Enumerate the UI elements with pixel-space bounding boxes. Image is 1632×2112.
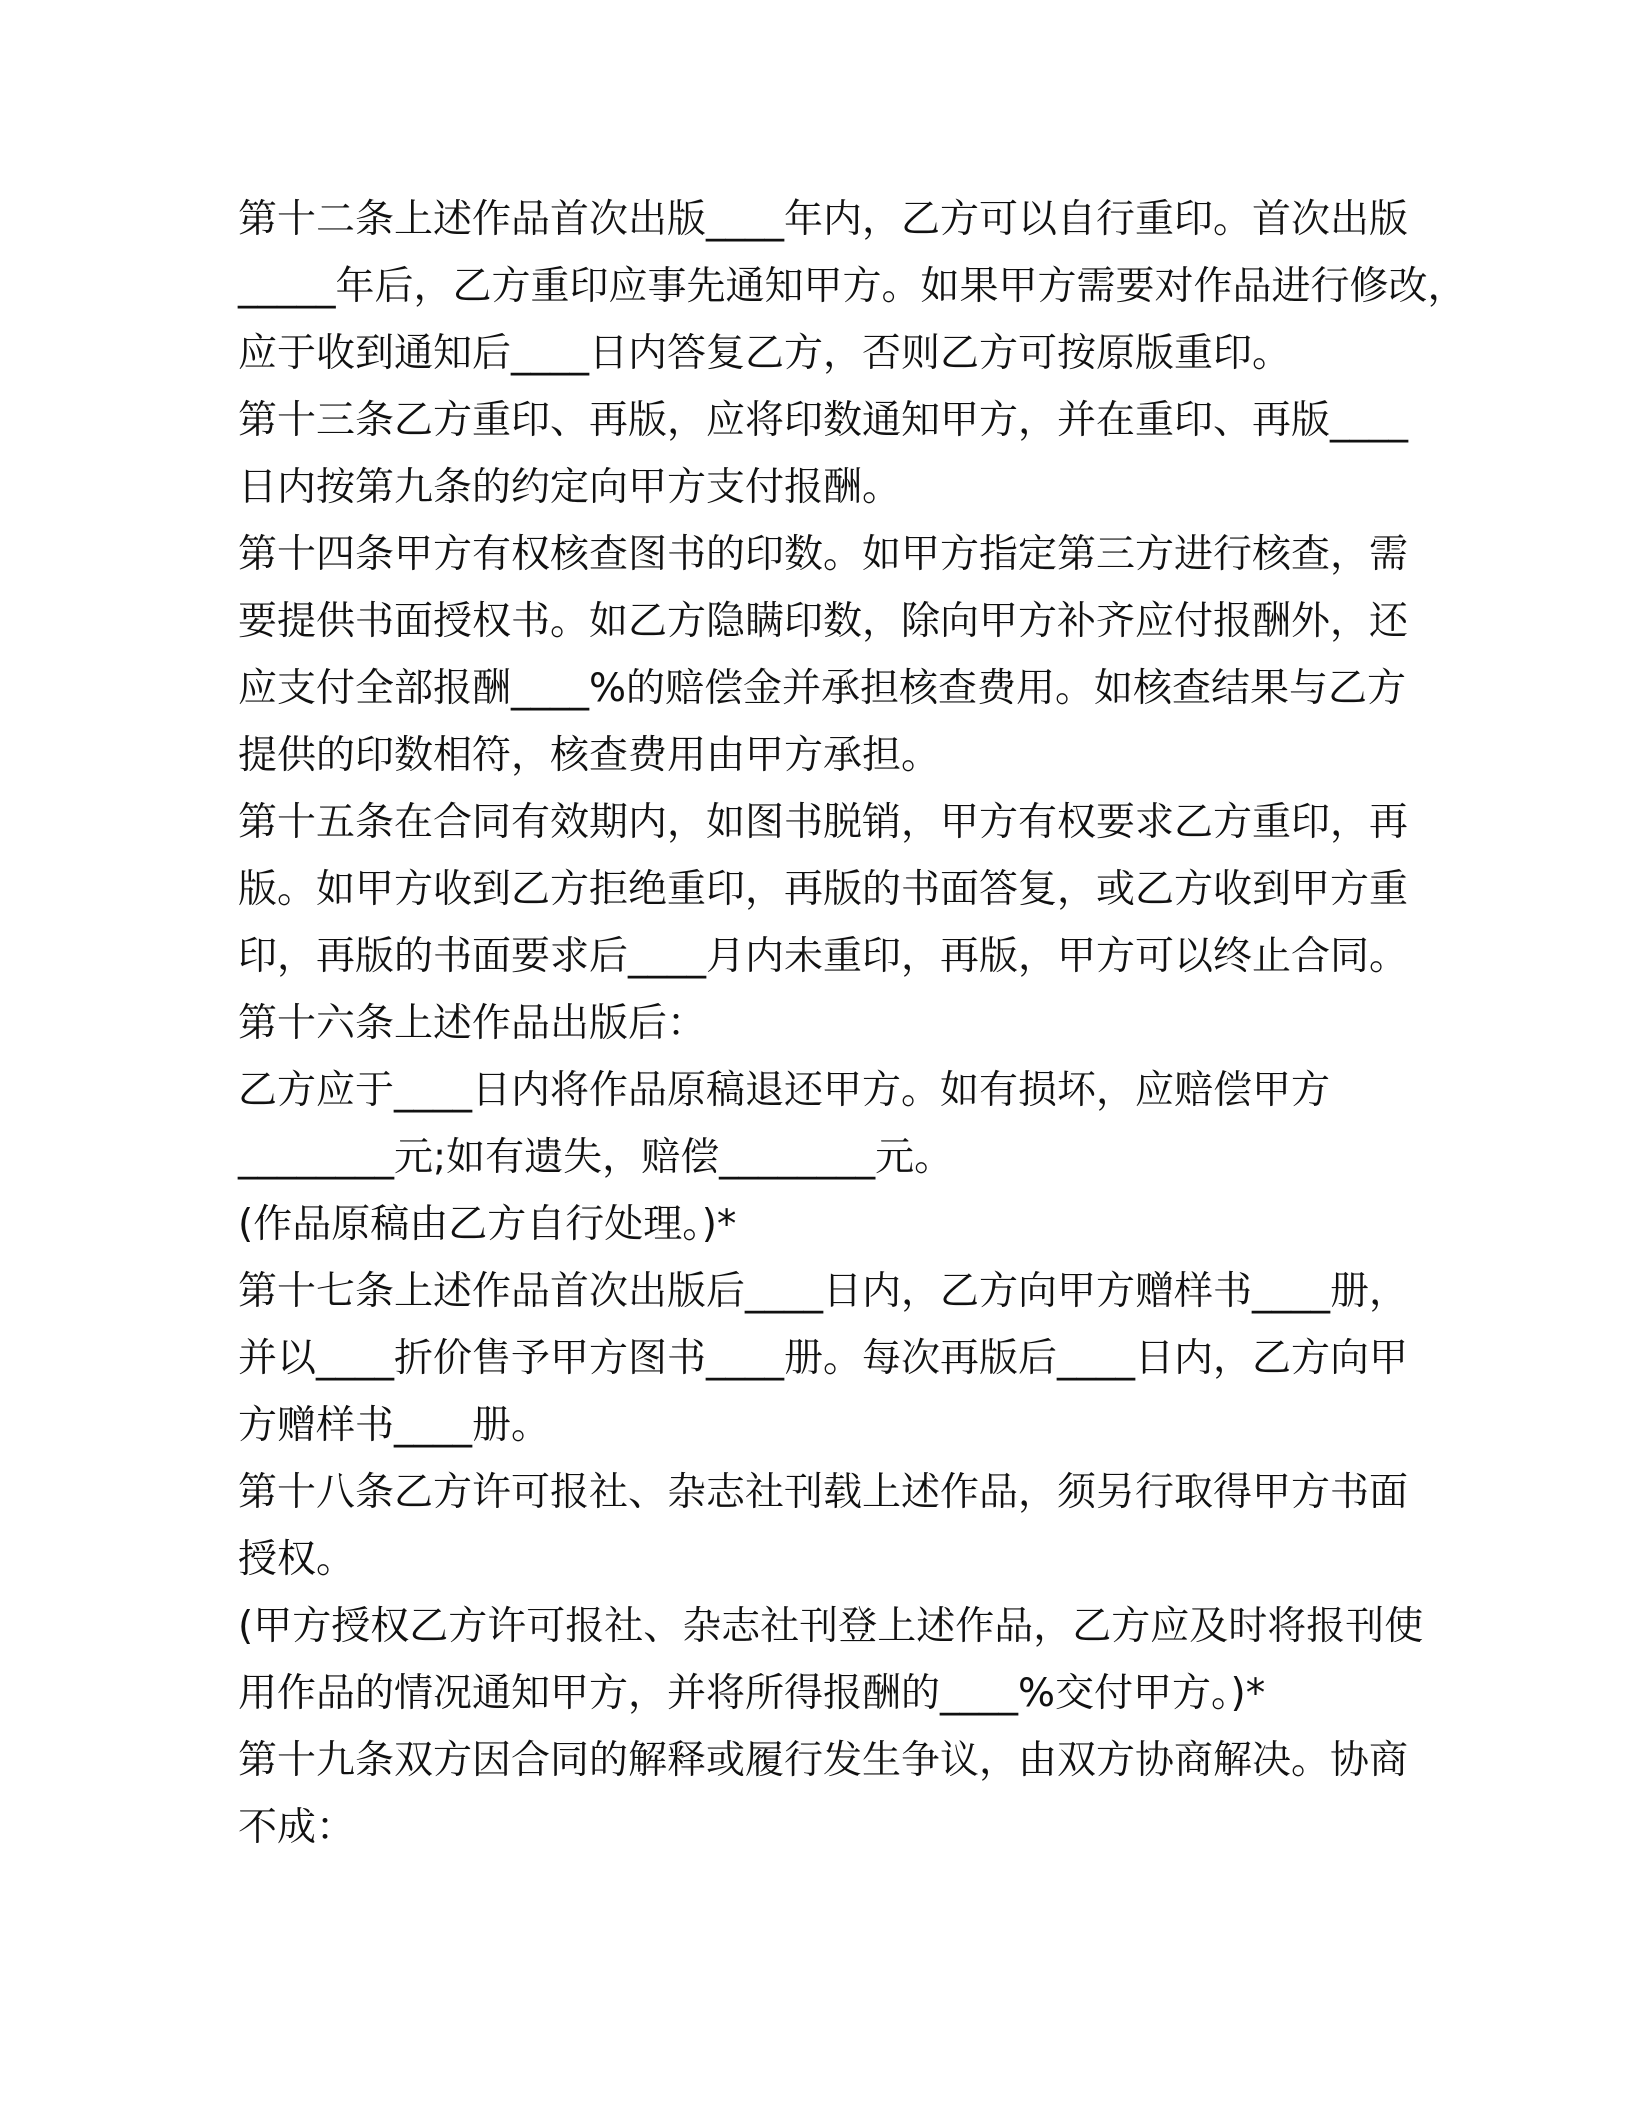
article-19-paragraph [238,1727,1418,1861]
text-line: 第十五条在合同有效期内，如图书脱销，甲方有权要求乙方重印，再 [238,800,1409,845]
article-14-paragraph [238,521,1418,789]
article-16-manuscript-return-paragraph [238,1057,1418,1191]
article-16-paragraph [238,990,1418,1057]
text-line: 方赠样书____册。 [238,1403,551,1448]
text-line: 第十四条甲方有权核查图书的印数。如甲方指定第三方进行核查，需 [238,532,1409,577]
text-line: 第十七条上述作品首次出版后____日内，乙方向甲方赠样书____册， [238,1269,1409,1314]
text-line: 版。如甲方收到乙方拒绝重印，再版的书面答复，或乙方收到甲方重 [238,867,1409,912]
text-line: (作品原稿由乙方自行处理。)* [238,1202,737,1247]
text-line: 应于收到通知后____日内答复乙方，否则乙方可按原版重印。 [238,331,1292,376]
text-line: 提供的印数相符，核查费用由甲方承担。 [238,733,941,778]
article-17-paragraph [238,1258,1418,1459]
text-line: 应支付全部报酬____%的赔偿金并承担核查费用。如核查结果与乙方 [238,666,1407,711]
article-15-paragraph [238,789,1418,990]
document-body [238,186,1467,1861]
text-line: 第十三条乙方重印、再版，应将印数通知甲方，并在重印、再版____ [238,398,1409,443]
text-line: 第十九条双方因合同的解释或履行发生争议，由双方协商解决。协商 [238,1738,1409,1783]
text-line: 用作品的情况通知甲方，并将所得报酬的____%交付甲方。)* [238,1671,1266,1716]
article-13-paragraph [238,387,1418,521]
text-line: 第十六条上述作品出版后： [238,1001,707,1046]
article-12-paragraph [238,186,1467,387]
text-line: (甲方授权乙方许可报社、杂志社刊登上述作品，乙方应及时将报刊使 [238,1604,1424,1649]
text-line: 第十八条乙方许可报社、杂志社刊载上述作品，须另行取得甲方书面 [238,1470,1409,1515]
article-18-paragraph [238,1459,1418,1593]
text-line: 授权。 [238,1537,356,1582]
text-line: 要提供书面授权书。如乙方隐瞒印数，除向甲方补齐应付报酬外，还 [238,599,1409,644]
text-line: 不成： [238,1805,356,1850]
article-18-alternative-paragraph [238,1593,1424,1727]
text-line: 并以____折价售予甲方图书____册。每次再版后____日内，乙方向甲 [238,1336,1409,1381]
text-line: 印，再版的书面要求后____月内未重印，再版，甲方可以终止合同。 [238,934,1409,979]
text-line: ________元;如有遗失，赔偿________元。 [238,1135,954,1180]
article-16-alternative-paragraph [238,1191,1418,1258]
text-line: 乙方应于____日内将作品原稿退还甲方。如有损坏，应赔偿甲方 [238,1068,1331,1113]
text-line: 第十二条上述作品首次出版____年内，乙方可以自行重印。首次出版 [238,197,1409,242]
text-line: 日内按第九条的约定向甲方支付报酬。 [238,465,902,510]
text-line: _____年后，乙方重印应事先通知甲方。如果甲方需要对作品进行修改， [238,264,1467,309]
